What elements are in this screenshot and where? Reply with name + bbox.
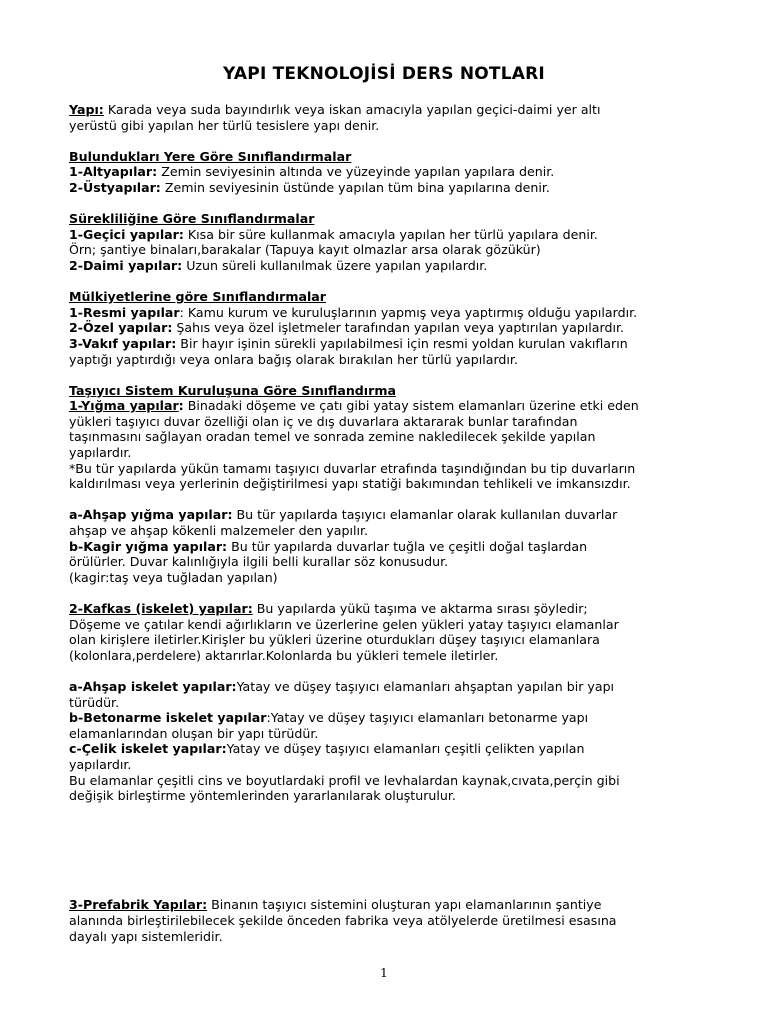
section-heading-ownership: Mülkiyetlerine göre Sınıflandırmalar — [69, 289, 327, 305]
item-term: c-Çelik iskelet yapılar: — [69, 741, 227, 757]
item-continuation: (kolonlara,perdelere) aktarırlar.Kolonlarda bu yükleri temele iletirler. — [69, 647, 499, 663]
item-text: Bu tür yapılarda taşıyıcı elamanlar olarak kullanılan duvarlar — [232, 507, 618, 523]
item-text: Zemin seviyesinin üstünde yapılan tüm bina yapılarına denir. — [160, 179, 550, 195]
item-text: Bu yapılarda yükü taşıma ve aktarma sırası şöyledir; — [252, 601, 588, 616]
list-item — [69, 227, 729, 243]
list-item — [69, 710, 729, 726]
list-item — [69, 741, 729, 757]
item-term: 3-Prefabrik Yapılar: — [69, 897, 208, 913]
note-line: kaldırılması veya yerlerinin değiştirilmesi yapı statiği bakımından tehlikeli ve imkansızdır. — [69, 476, 631, 492]
item-term: 2-Daimi yapılar: — [69, 257, 183, 273]
list-item — [69, 398, 729, 414]
item-term: 2-Kafkas (iskelet) yapılar: — [69, 601, 253, 616]
item-term: 2-Üstyapılar: — [69, 179, 161, 195]
item-text: Binadaki döşeme ve çatı gibi yatay sistem elamanları üzerine etki eden — [183, 398, 639, 414]
list-item — [69, 180, 729, 196]
item-text: : Kamu kurum ve kuruluşlarının yapmış veya yaptırmış olduğu yapılardır. — [179, 304, 638, 320]
intro-text: Karada veya suda bayındırlık veya iskan amacıyla yapılan geçici-daimi yer altı — [103, 102, 601, 117]
item-term: b-Kagir yığma yapılar: — [69, 538, 228, 554]
list-item — [69, 305, 729, 321]
item-term: 1-Resmi yapılar — [69, 304, 180, 320]
item-term: 1-Yığma yapılar — [69, 398, 179, 414]
item-term: a-Ahşap yığma yapılar: — [69, 507, 233, 523]
list-item — [69, 164, 729, 180]
item-continuation: değişik birleştirme yöntemlerinden yararlanılarak oluşturulur. — [69, 788, 456, 804]
item-text: Zemin seviyesinin altında ve yüzeyinde yapılan yapılara denir. — [157, 164, 555, 180]
page-number: 1 — [380, 966, 388, 980]
note-line: *Bu tür yapılarda yükün tamamı taşıyıcı duvarlar etrafında taşındığından bu tip duvarların — [69, 460, 636, 476]
item-continuation: türüdür. — [69, 694, 120, 710]
item-continuation: yükleri taşıyıcı duvar özelliği olan iç ve dış duvarlara aktararak bunlar tarafından — [69, 413, 578, 429]
item-continuation: ahşap ve ahşap kökenli malzemeler den yapılır. — [69, 523, 368, 539]
section-heading-structural-system: Taşıyıcı Sistem Kuruluşuna Göre Sınıflandırma — [69, 382, 396, 398]
item-continuation: elamanlarından oluşan bir yapı türüdür. — [69, 725, 319, 741]
item-term: 1-Altyapılar: — [69, 164, 158, 180]
item-continuation: alanında birleştirilebilecek şekilde önceden fabrika veya atölyelerde üretilmesi esasına — [69, 912, 617, 928]
item-text: :Yatay ve düşey taşıyıcı elamanları betonarme yapı — [266, 710, 589, 726]
list-item — [69, 258, 729, 274]
item-continuation: olan kirişlere iletirler.Kirişler bu yükleri üzerine oturdukları düşey taşıyıcı elamanlara — [69, 632, 600, 648]
list-item — [69, 679, 729, 695]
list-item — [69, 336, 729, 352]
item-term: b-Betonarme iskelet yapılar — [69, 710, 267, 726]
item-text: Şahıs veya özel işletmeler tarafından yapılan veya yaptırılan yapılardır. — [172, 320, 624, 336]
item-continuation: yapılardır. — [69, 756, 132, 772]
item-text: Bu tür yapılarda duvarlar tuğla ve çeşitli doğal taşlardan — [227, 538, 588, 554]
intro-term: Yapı: — [69, 102, 104, 117]
item-continuation: taşınmasını sağlayan oradan temel ve sonrada zemine nakledilecek şekilde yapılan — [69, 429, 596, 445]
item-colon: : — [178, 398, 184, 414]
item-text: Yatay ve düşey taşıyıcı elamanları ahşaptan yapılan bir yapı — [236, 678, 615, 694]
intro-line-1 — [69, 102, 729, 118]
item-continuation: örülürler. Duvar kalınlığıyla ilgili belli kurallar söz konusudur. — [69, 554, 449, 570]
item-text: Kısa bir süre kullanmak amacıyla yapılan her türlü yapılara denir. — [183, 226, 598, 242]
list-item — [69, 320, 729, 336]
list-item — [69, 897, 729, 913]
section-heading-location: Bulundukları Yere Göre Sınıflandırmalar — [69, 148, 352, 164]
item-text: Bir hayır işinin sürekli yapılabilmesi için resmi yoldan kurulan vakıfların — [176, 335, 628, 351]
item-continuation: dayalı yapı sistemleridir. — [69, 928, 223, 944]
list-item — [69, 507, 729, 523]
item-continuation: Döşeme ve çatılar kendi ağırlıkların ve üzerlerine gelen yükleri yatay taşıyıcı elamanlar — [69, 616, 619, 632]
item-continuation: yapılardır. — [69, 445, 132, 461]
document-title: YAPI TEKNOLOJİSİ DERS NOTLARI — [223, 64, 545, 84]
example-line: Örn; şantiye binaları,barakalar (Tapuya kayıt olmazlar arsa olarak gözükür) — [69, 242, 541, 258]
list-item — [69, 601, 729, 617]
item-continuation: yaptığı yaptırdığı veya onlara bağış olarak bırakılan her türlü yapılardır. — [69, 351, 518, 367]
item-text: Uzun süreli kullanılmak üzere yapılan yapılardır. — [182, 257, 488, 273]
item-term: 2-Özel yapılar: — [69, 320, 173, 336]
item-term: a-Ahşap iskelet yapılar: — [69, 678, 237, 694]
item-continuation: Bu elamanlar çeşitli cins ve boyutlardaki profil ve levhalardan kaynak,cıvata,perçin gibi — [69, 772, 620, 788]
list-item — [69, 539, 729, 555]
item-term: 1-Geçici yapılar: — [69, 226, 184, 242]
item-term: 3-Vakıf yapılar: — [69, 335, 177, 351]
intro-line-2: yerüstü gibi yapılan her türlü tesislere yapı denir. — [69, 117, 380, 133]
section-heading-continuity: Sürekliliğine Göre Sınıflandırmalar — [69, 211, 315, 227]
item-continuation: (kagir:taş veya tuğladan yapılan) — [69, 569, 278, 585]
document-body — [69, 102, 729, 944]
item-text: Yatay ve düşey taşıyıcı elamanları çeşitli çelikten yapılan — [226, 741, 585, 757]
item-text: Binanın taşıyıcı sistemini oluşturan yapı elamanlarının şantiye — [207, 897, 602, 913]
